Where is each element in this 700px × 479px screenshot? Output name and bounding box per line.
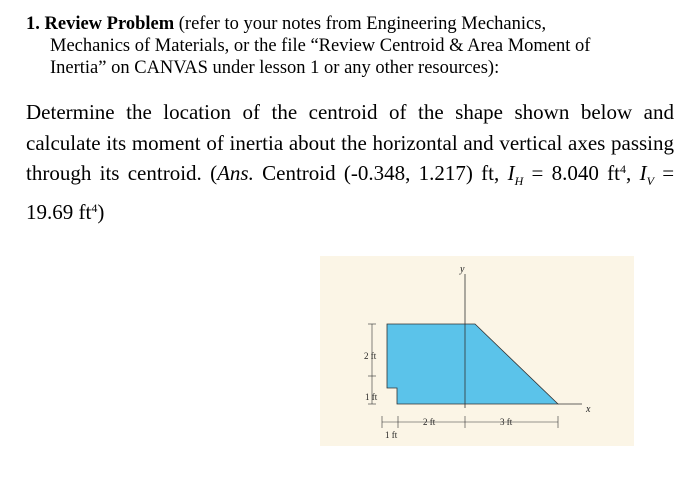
dim-3ft-horizontal: 3 ft xyxy=(500,417,513,427)
ih-exponent: 4 xyxy=(620,162,627,176)
problem-header xyxy=(26,13,676,79)
intro-line-3: Inertia” on CANVAS under lesson 1 or any other resources): xyxy=(50,58,500,78)
y-axis-label: y xyxy=(460,264,465,275)
iv-value: = 19.69 ft xyxy=(26,161,675,224)
ih-subscript: H xyxy=(514,174,524,189)
dim-1ft-horizontal: 1 ft xyxy=(385,430,398,440)
closing-paren: ) xyxy=(97,199,105,224)
intro-line-1: (refer to your notes from Engineering Mechanics, xyxy=(178,14,547,34)
ih-symbol: I xyxy=(507,161,515,185)
intro-line-2: Mechanics of Materials, or the file “Review Centroid & Area Moment of xyxy=(50,36,591,56)
iv-symbol: I xyxy=(639,161,647,185)
dim-2ft-horizontal: 2 ft xyxy=(423,417,436,427)
problem-statement: Determine the location of the centroid of the shape shown below and calculate its moment of inertia about the horizontal and vertical axes passing through its centroid. (Ans. Centroid (-0.348, 1.217) ft, $I_H = 8.040$ $ft^4$, $I_V = 19.69$ $ft^4$) xyxy=(26,100,675,224)
answer-centroid: Centroid (-0.348, 1.217) ft, xyxy=(253,161,508,185)
problem-number: 1. xyxy=(26,14,40,34)
iv-exponent: 4 xyxy=(91,200,98,215)
answer-label: Ans. xyxy=(217,161,254,185)
dim-1ft-vertical: 1 ft xyxy=(365,392,378,402)
shape-figure xyxy=(320,256,634,446)
iv-subscript: V xyxy=(646,174,654,189)
figure-svg xyxy=(320,256,634,446)
composite-shape xyxy=(387,324,558,404)
statement-text: Determine the location of the centroid of the shape shown below and calculate its moment of inertia about the horizontal and vertical axes passing through its centroid. ( xyxy=(26,100,674,185)
problem-title: Review Problem xyxy=(44,14,175,34)
ih-value: = 8.040 ft xyxy=(523,161,621,185)
x-axis-label: x xyxy=(586,404,591,415)
dim-2ft-vertical: 2 ft xyxy=(364,351,377,361)
